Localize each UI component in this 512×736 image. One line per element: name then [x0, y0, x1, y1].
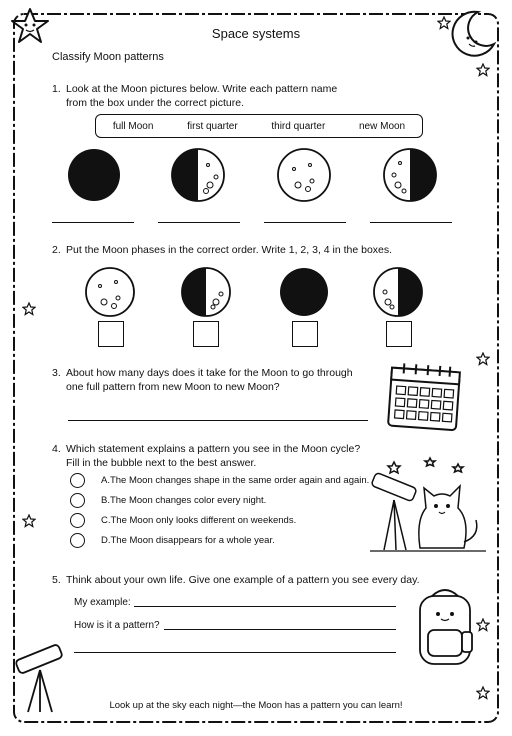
answer-line[interactable]	[68, 420, 368, 421]
footer-message: Look up at the sky each night—the Moon has a pattern you can learn!	[109, 700, 403, 711]
new-moon-picture	[68, 149, 120, 201]
word-bank-item: full Moon	[112, 120, 154, 132]
option-text: D.The Moon disappears for a whole year.	[101, 535, 275, 546]
answer-option[interactable]	[70, 473, 369, 488]
pattern-reason-label: How is it a pattern?	[74, 620, 160, 631]
question-text: Fill in the bubble next to the best answer.	[66, 457, 257, 469]
quarter-moon-picture	[384, 149, 436, 201]
answer-line[interactable]	[164, 629, 396, 630]
answer-line[interactable]	[74, 652, 396, 653]
answer-bubble[interactable]	[70, 493, 85, 508]
backpack-illustration	[410, 584, 480, 668]
answer-bubble[interactable]	[70, 473, 85, 488]
page-title: Space systems	[211, 26, 301, 41]
moon-pictures-row	[0, 145, 512, 215]
question-text: Think about your own life. Give one example of a pattern you see every day.	[66, 574, 420, 586]
question-text: Put the Moon phases in the correct order. Write 1, 2, 3, 4 in the boxes.	[66, 244, 393, 256]
question-number: 3.	[52, 367, 61, 379]
order-box[interactable]	[98, 321, 124, 347]
word-bank-item: new Moon	[358, 120, 406, 132]
question-number: 2.	[52, 244, 61, 256]
answer-line[interactable]	[52, 222, 134, 223]
option-text: B.The Moon changes color every night.	[101, 495, 267, 506]
cat-with-telescope-illustration	[368, 456, 488, 556]
answer-line[interactable]	[158, 222, 240, 223]
option-text: A.The Moon changes shape in the same order again and again.	[101, 475, 370, 486]
quarter-moon-picture	[172, 149, 224, 201]
question-text: one full pattern from new Moon to new Moon?	[66, 381, 280, 393]
question-5	[52, 573, 420, 587]
my-example-label: My example:	[74, 597, 131, 608]
answer-option[interactable]	[70, 513, 296, 528]
answer-line[interactable]	[264, 222, 346, 223]
calendar-icon	[384, 362, 466, 434]
quarter-moon-picture	[374, 268, 422, 316]
question-3	[52, 366, 353, 394]
full-moon-picture	[278, 149, 330, 201]
question-4	[52, 442, 360, 470]
word-bank	[95, 114, 423, 138]
word-bank-item: third quarter	[271, 120, 326, 132]
small-star-icon	[476, 63, 490, 77]
question-text: Look at the Moon pictures below. Write each pattern name	[66, 83, 338, 95]
moon-phases-row	[0, 264, 512, 324]
answer-line[interactable]	[370, 222, 452, 223]
question-text: from the box under the correct picture.	[66, 97, 245, 109]
question-text: About how many days does it take for the Moon to go through	[66, 367, 353, 379]
worksheet-subtitle: Classify Moon patterns	[52, 51, 164, 63]
full-moon-picture	[86, 268, 134, 316]
word-bank-item: first quarter	[187, 120, 238, 132]
answer-bubble[interactable]	[70, 533, 85, 548]
question-2	[52, 243, 392, 257]
small-star-icon	[22, 514, 36, 528]
answer-option[interactable]	[70, 533, 275, 548]
answer-option[interactable]	[70, 493, 266, 508]
small-star-icon	[476, 686, 490, 700]
question-text: Which statement explains a pattern you see in the Moon cycle?	[66, 443, 361, 455]
order-box[interactable]	[292, 321, 318, 347]
question-number: 4.	[52, 443, 61, 455]
question-number: 5.	[52, 574, 61, 586]
option-text: C.The Moon only looks different on weekends.	[101, 515, 297, 526]
quarter-moon-picture	[182, 268, 230, 316]
new-moon-picture	[280, 268, 328, 316]
answer-bubble[interactable]	[70, 513, 85, 528]
order-box[interactable]	[193, 321, 219, 347]
question-number: 1.	[52, 83, 61, 95]
small-star-icon	[476, 352, 490, 366]
question-1	[52, 82, 337, 110]
answer-line[interactable]	[134, 606, 396, 607]
order-box[interactable]	[386, 321, 412, 347]
